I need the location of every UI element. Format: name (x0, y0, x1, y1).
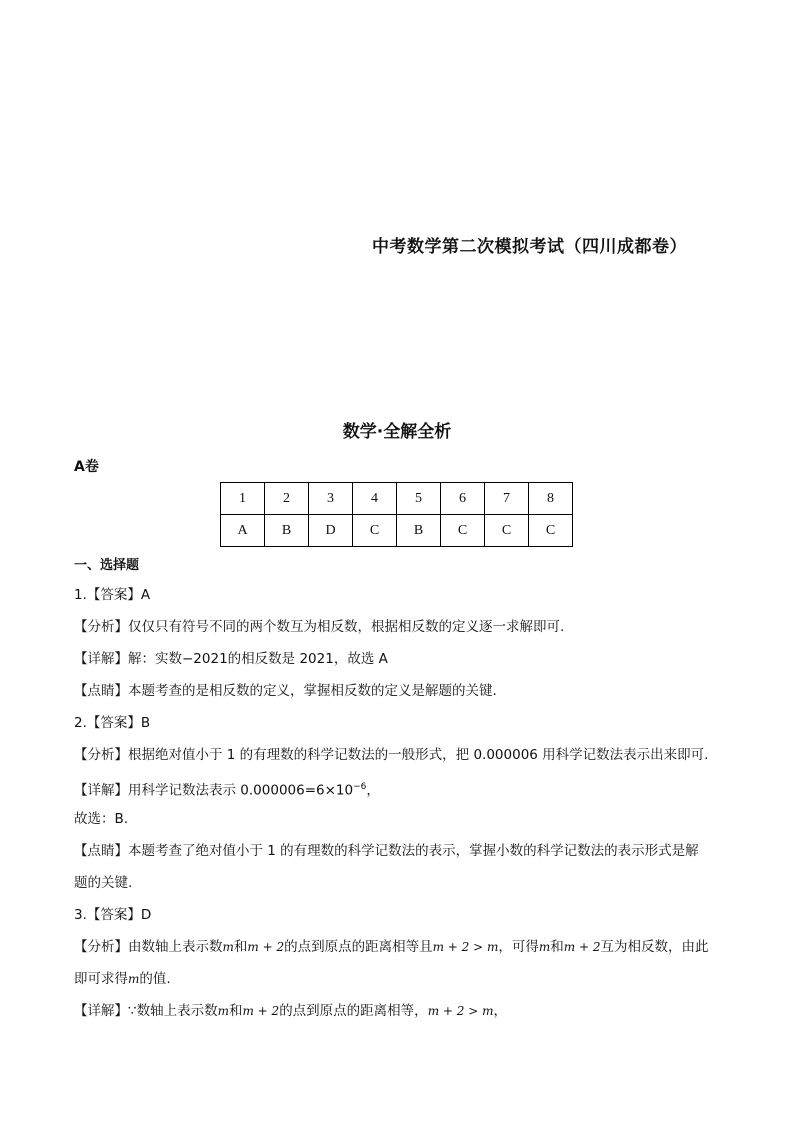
math-expression: m + 2 (242, 1004, 280, 1018)
answer-cell: B (397, 515, 441, 547)
math-variable-m: m (217, 1004, 229, 1018)
q3-and: 和 (550, 939, 564, 955)
math-variable-m: m (222, 940, 234, 954)
q2-detail (74, 777, 380, 801)
q2-conclusion: 故选：B. (74, 811, 129, 827)
answer-cell: B (265, 515, 309, 547)
q3-analysis-line2-a: 即可求得 (74, 971, 128, 987)
q3-analysis-part-d: 互为相反数，由此 (600, 939, 709, 955)
q3-analysis-line2-b: 的值. (139, 971, 171, 987)
q3-detail (74, 1001, 507, 1021)
q2-comment-line1: 【点睛】本题考查了绝对值小于 1 的有理数的科学记数法的表示，掌握小数的科学记数法的表示形式是解 (74, 843, 699, 859)
question-number-cell: 4 (353, 483, 397, 515)
answer-cell: C (353, 515, 397, 547)
q3-and: 和 (228, 1003, 243, 1019)
math-inequality: m + 2 > m (432, 940, 499, 954)
q3-detail-b: 的点到原点的距离相等， (279, 1003, 428, 1019)
q3-detail-c: ， (493, 1003, 507, 1019)
q2-comment-line2: 题的关键. (74, 875, 133, 891)
q1-detail: 【详解】解：实数−2021的相反数是 2021，故选 A (74, 651, 388, 667)
q2-analysis: 【分析】根据绝对值小于 1 的有理数的科学记数法的一般形式，把 0.000006 用科学记数法表示出来即可. (74, 747, 709, 763)
math-variable-m: m (128, 972, 140, 986)
q1-comment: 【点睛】本题考查的是相反数的定义，掌握相反数的定义是解题的关键. (74, 683, 497, 699)
q3-answer: 3.【答案】D (74, 907, 152, 923)
answer-cell: C (529, 515, 573, 547)
q2-answer: 2.【答案】B (74, 715, 151, 731)
question-number-cell: 7 (485, 483, 529, 515)
answer-cell: C (441, 515, 485, 547)
math-inequality: m + 2 > m (427, 1004, 494, 1018)
q3-and: 和 (233, 939, 248, 955)
part-heading: 一、选择题 (74, 558, 140, 573)
q2-detail-exponent: −6 (353, 782, 367, 792)
q3-analysis-part-c: ，可得 (498, 939, 539, 955)
math-expression: m + 2 (247, 940, 285, 954)
answer-table (220, 482, 573, 547)
q2-detail-suffix: ， (366, 782, 380, 799)
question-number-cell: 1 (221, 483, 265, 515)
q3-analysis-line1 (74, 937, 708, 957)
question-number-cell: 2 (265, 483, 309, 515)
answer-table-number-row (221, 483, 573, 515)
answer-cell: A (221, 515, 265, 547)
question-number-cell: 3 (309, 483, 353, 515)
q3-detail-a: 【详解】∵数轴上表示数 (74, 1003, 218, 1019)
section-label: A卷 (74, 459, 99, 475)
question-number-cell: 5 (397, 483, 441, 515)
q3-analysis-part-a: 【分析】由数轴上表示数 (74, 939, 223, 955)
answer-cell: D (309, 515, 353, 547)
math-expression: m + 2 (563, 940, 601, 954)
question-number-cell: 6 (441, 483, 485, 515)
math-variable-m: m (538, 940, 551, 954)
document-subtitle: 数学·全解全析 (342, 422, 452, 442)
q3-analysis-line2 (74, 969, 171, 989)
answer-cell: C (485, 515, 529, 547)
answer-table-answer-row (221, 515, 573, 547)
q1-answer: 1.【答案】A (74, 587, 151, 603)
q2-detail-prefix: 【详解】用科学记数法表示 0.000006=6×10 (74, 782, 354, 799)
question-number-cell: 8 (529, 483, 573, 515)
q1-analysis: 【分析】仅仅只有符号不同的两个数互为相反数，根据相反数的定义逐一求解即可. (74, 619, 565, 635)
exam-title: 中考数学第二次模拟考试（四川成都卷） (372, 237, 687, 257)
q3-analysis-part-b: 的点到原点的距离相等且 (284, 939, 433, 955)
